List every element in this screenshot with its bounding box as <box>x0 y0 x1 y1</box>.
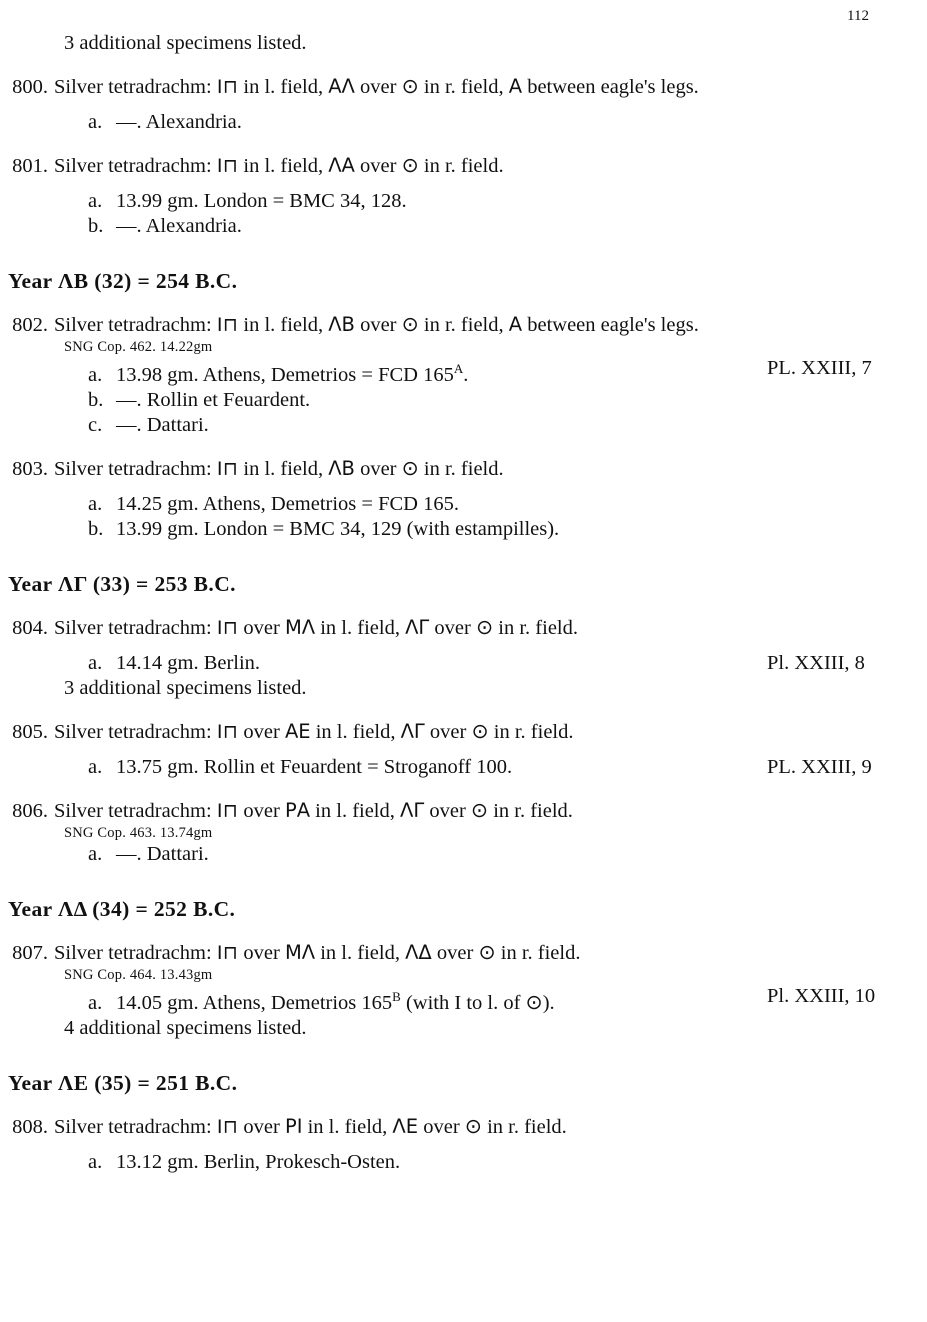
entry-text-mid: over <box>238 1115 285 1138</box>
entry-text-post: over ⊙ in r. field. <box>429 616 578 639</box>
catalog-entry <box>0 312 927 438</box>
additional-specimens-note: 4 additional specimens listed. <box>64 1016 307 1039</box>
entry-main-line <box>0 940 927 966</box>
monogram-symbol-3: ΛΓ <box>405 615 430 639</box>
entry-main-line <box>0 615 927 641</box>
entry-text-pre: Silver tetradrachm: <box>54 941 217 964</box>
monogram-symbol-3: Α <box>508 313 523 336</box>
entry-text-mid2: in l. field, <box>310 720 401 743</box>
entry-text-post: between eagle's legs. <box>522 76 699 98</box>
monogram-symbol-2: ΡΙ <box>284 1114 303 1138</box>
specimen-label: a. <box>88 755 103 778</box>
entry-text-mid: in l. field, <box>238 155 329 177</box>
specimen-item <box>0 356 927 388</box>
year-heading: Year ΛΕ (35) = 251 B.C. <box>8 1070 238 1095</box>
entry-main-line <box>0 1114 927 1140</box>
monogram-symbol-1: I⊓ <box>216 1115 239 1138</box>
catalog-entry <box>0 719 927 780</box>
specimen-item <box>0 517 927 542</box>
specimen-item <box>0 413 927 438</box>
specimen-item <box>0 110 927 135</box>
plate-reference: PL. XXIII, 7 <box>767 357 872 379</box>
entry-text-post: over ⊙ in r. field. <box>424 720 574 743</box>
entry-main-line <box>0 719 927 745</box>
entry-number: 805. <box>12 720 48 743</box>
specimen-item <box>0 189 927 214</box>
monogram-symbol-2: ΛΑ <box>328 154 355 177</box>
plate-reference: PL. XXIII, 9 <box>767 755 872 778</box>
entry-main-line <box>0 456 927 482</box>
entry-text-post: between eagle's legs. <box>522 314 699 336</box>
specimen-superscript: A <box>453 361 464 376</box>
entry-text-mid2: over ⊙ in r. field. <box>354 155 504 177</box>
entry-number: 808. <box>12 1115 48 1138</box>
specimen-label: b. <box>88 517 104 540</box>
monogram-symbol-3: ΛΓ <box>400 798 425 822</box>
specimen-item <box>0 214 927 239</box>
entry-text-mid2: in l. field, <box>315 616 406 639</box>
catalog-entry <box>0 615 927 701</box>
entry-text-pre: Silver tetradrachm: <box>54 616 217 639</box>
specimen-text: —. Alexandria. <box>116 111 242 133</box>
entry-main-line <box>0 74 927 100</box>
year-heading: Year ΛΔ (34) = 252 B.C. <box>8 896 236 921</box>
catalog-entry <box>0 940 927 1041</box>
entry-text-mid: over <box>238 616 285 639</box>
entry-text-mid: in l. field, <box>238 457 329 480</box>
additional-specimens-note: 3 additional specimens listed. <box>64 676 307 699</box>
entry-text-mid2: in l. field, <box>315 941 406 964</box>
specimen-text: —. Dattari. <box>116 842 209 865</box>
catalog-entry <box>0 74 927 135</box>
specimen-text-after: . <box>463 363 469 386</box>
monogram-symbol-1: I⊓ <box>216 799 239 822</box>
entry-number: 804. <box>12 616 48 639</box>
monogram-symbol-1: I⊓ <box>216 720 239 743</box>
entry-text-pre: Silver tetradrachm: <box>54 457 217 480</box>
specimen-text: 14.25 gm. Athens, Demetrios = FCD 165. <box>116 492 459 515</box>
year-heading: Year ΛΓ (33) = 253 B.C. <box>8 571 236 596</box>
specimen-item <box>0 984 927 1016</box>
monogram-symbol-1: I⊓ <box>216 314 239 336</box>
specimen-label: a. <box>88 651 103 674</box>
entry-text-pre: Silver tetradrachm: <box>54 799 217 822</box>
specimen-label: a. <box>88 991 103 1014</box>
specimen-superscript: B <box>392 988 401 1004</box>
specimen-text: 13.98 gm. Athens, Demetrios = FCD 165 <box>116 363 454 386</box>
catalog-entry <box>0 798 927 867</box>
entry-main-line <box>0 153 927 179</box>
monogram-symbol-2: ΛΒ <box>328 313 355 336</box>
specimen-text: —. Alexandria. <box>116 215 242 237</box>
specimen-text: —. Dattari. <box>116 413 209 436</box>
entry-number: 806. <box>12 799 48 822</box>
specimen-label: a. <box>88 190 103 212</box>
entry-number: 800. <box>12 76 48 98</box>
specimen-text: —. Rollin et Feuardent. <box>116 388 311 411</box>
entry-reference: SNG Cop. 462. 14.22gm <box>64 339 213 355</box>
entry-number: 801. <box>12 155 48 177</box>
entry-number: 802. <box>12 314 48 336</box>
entry-text-post: over ⊙ in r. field. <box>418 1115 567 1138</box>
monogram-symbol-1: I⊓ <box>216 155 239 177</box>
monogram-symbol-3: Α <box>508 75 523 98</box>
monogram-symbol-3: ΛΔ <box>405 940 432 964</box>
catalog-entry <box>0 1114 927 1175</box>
specimen-text: 13.99 gm. London = BMC 34, 128. <box>116 190 407 212</box>
monogram-symbol-3: ΛΓ <box>400 719 425 743</box>
specimen-text: 13.99 gm. London = BMC 34, 129 (with estampilles). <box>116 517 560 540</box>
monogram-symbol-1: I⊓ <box>216 616 239 639</box>
monogram-symbol-2: ΜΛ <box>284 940 316 964</box>
specimen-item <box>0 1150 927 1175</box>
entry-number: 803. <box>12 457 48 480</box>
entry-text-mid: in l. field, <box>238 314 329 336</box>
page-number: 112 <box>847 8 869 24</box>
specimen-item <box>0 842 927 867</box>
monogram-symbol-1: I⊓ <box>216 941 239 964</box>
catalog-entry <box>0 456 927 542</box>
entry-text-mid2: in l. field, <box>302 1115 393 1138</box>
entry-text-pre: Silver tetradrachm: <box>54 1115 217 1138</box>
specimen-text: 13.75 gm. Rollin et Feuardent = Stroganoff 100. <box>116 755 513 778</box>
specimen-label: a. <box>88 363 103 386</box>
entry-text-mid2: over ⊙ in r. field, <box>354 76 509 98</box>
specimen-label: b. <box>88 388 104 411</box>
entry-text-mid: in l. field, <box>238 76 329 98</box>
entry-main-line <box>0 312 927 338</box>
entry-text-mid: over <box>238 799 285 822</box>
entry-text-mid: over <box>238 720 285 743</box>
monogram-symbol-2: ΑΛ <box>328 75 355 98</box>
entry-text-mid2: over ⊙ in r. field. <box>354 457 504 480</box>
top-note: 3 additional specimens listed. <box>64 32 307 54</box>
entry-main-line <box>0 798 927 824</box>
entry-text-pre: Silver tetradrachm: <box>54 720 217 743</box>
specimen-text-after: (with I to l. of ⊙). <box>400 991 555 1014</box>
specimen-text: 14.14 gm. Berlin. <box>116 651 261 674</box>
specimen-item <box>0 388 927 413</box>
specimen-label: b. <box>88 215 104 237</box>
entry-number: 807. <box>12 941 48 964</box>
year-heading: Year ΛΒ (32) = 254 B.C. <box>8 269 238 293</box>
entry-text-mid: over <box>238 941 285 964</box>
monogram-symbol-2: ΡΑ <box>284 798 311 822</box>
monogram-symbol-1: I⊓ <box>216 76 239 98</box>
entry-reference: SNG Cop. 463. 13.74gm <box>64 824 213 841</box>
plate-reference: Pl. XXIII, 10 <box>767 984 876 1007</box>
entry-text-pre: Silver tetradrachm: <box>54 155 217 177</box>
specimen-item <box>0 755 927 780</box>
specimen-text: 14.05 gm. Athens, Demetrios 165 <box>116 991 393 1014</box>
specimen-item <box>0 651 927 676</box>
plate-reference: Pl. XXIII, 8 <box>767 651 865 674</box>
entry-text-post: over ⊙ in r. field. <box>424 799 573 822</box>
monogram-symbol-2: ΜΛ <box>284 615 316 639</box>
page-content <box>0 30 927 1175</box>
entry-reference: SNG Cop. 464. 13.43gm <box>64 966 213 983</box>
entry-text-post: over ⊙ in r. field. <box>431 941 581 964</box>
entry-text-mid2: over ⊙ in r. field, <box>354 314 509 336</box>
monogram-symbol-1: I⊓ <box>216 457 239 480</box>
monogram-symbol-2: ΛΒ <box>328 456 355 480</box>
catalog-entry <box>0 153 927 239</box>
entry-text-pre: Silver tetradrachm: <box>54 314 217 336</box>
monogram-symbol-2: ΑΕ <box>284 719 311 743</box>
entry-text-pre: Silver tetradrachm: <box>54 76 217 98</box>
entry-text-mid2: in l. field, <box>310 799 401 822</box>
monogram-symbol-3: ΛΕ <box>392 1114 419 1138</box>
specimen-label: a. <box>88 111 103 133</box>
specimen-label: a. <box>88 1150 103 1173</box>
specimen-label: a. <box>88 492 103 515</box>
specimen-label: c. <box>88 413 103 436</box>
specimen-item <box>0 492 927 517</box>
specimen-label: a. <box>88 842 103 865</box>
specimen-text: 13.12 gm. Berlin, Prokesch-Osten. <box>116 1150 401 1173</box>
